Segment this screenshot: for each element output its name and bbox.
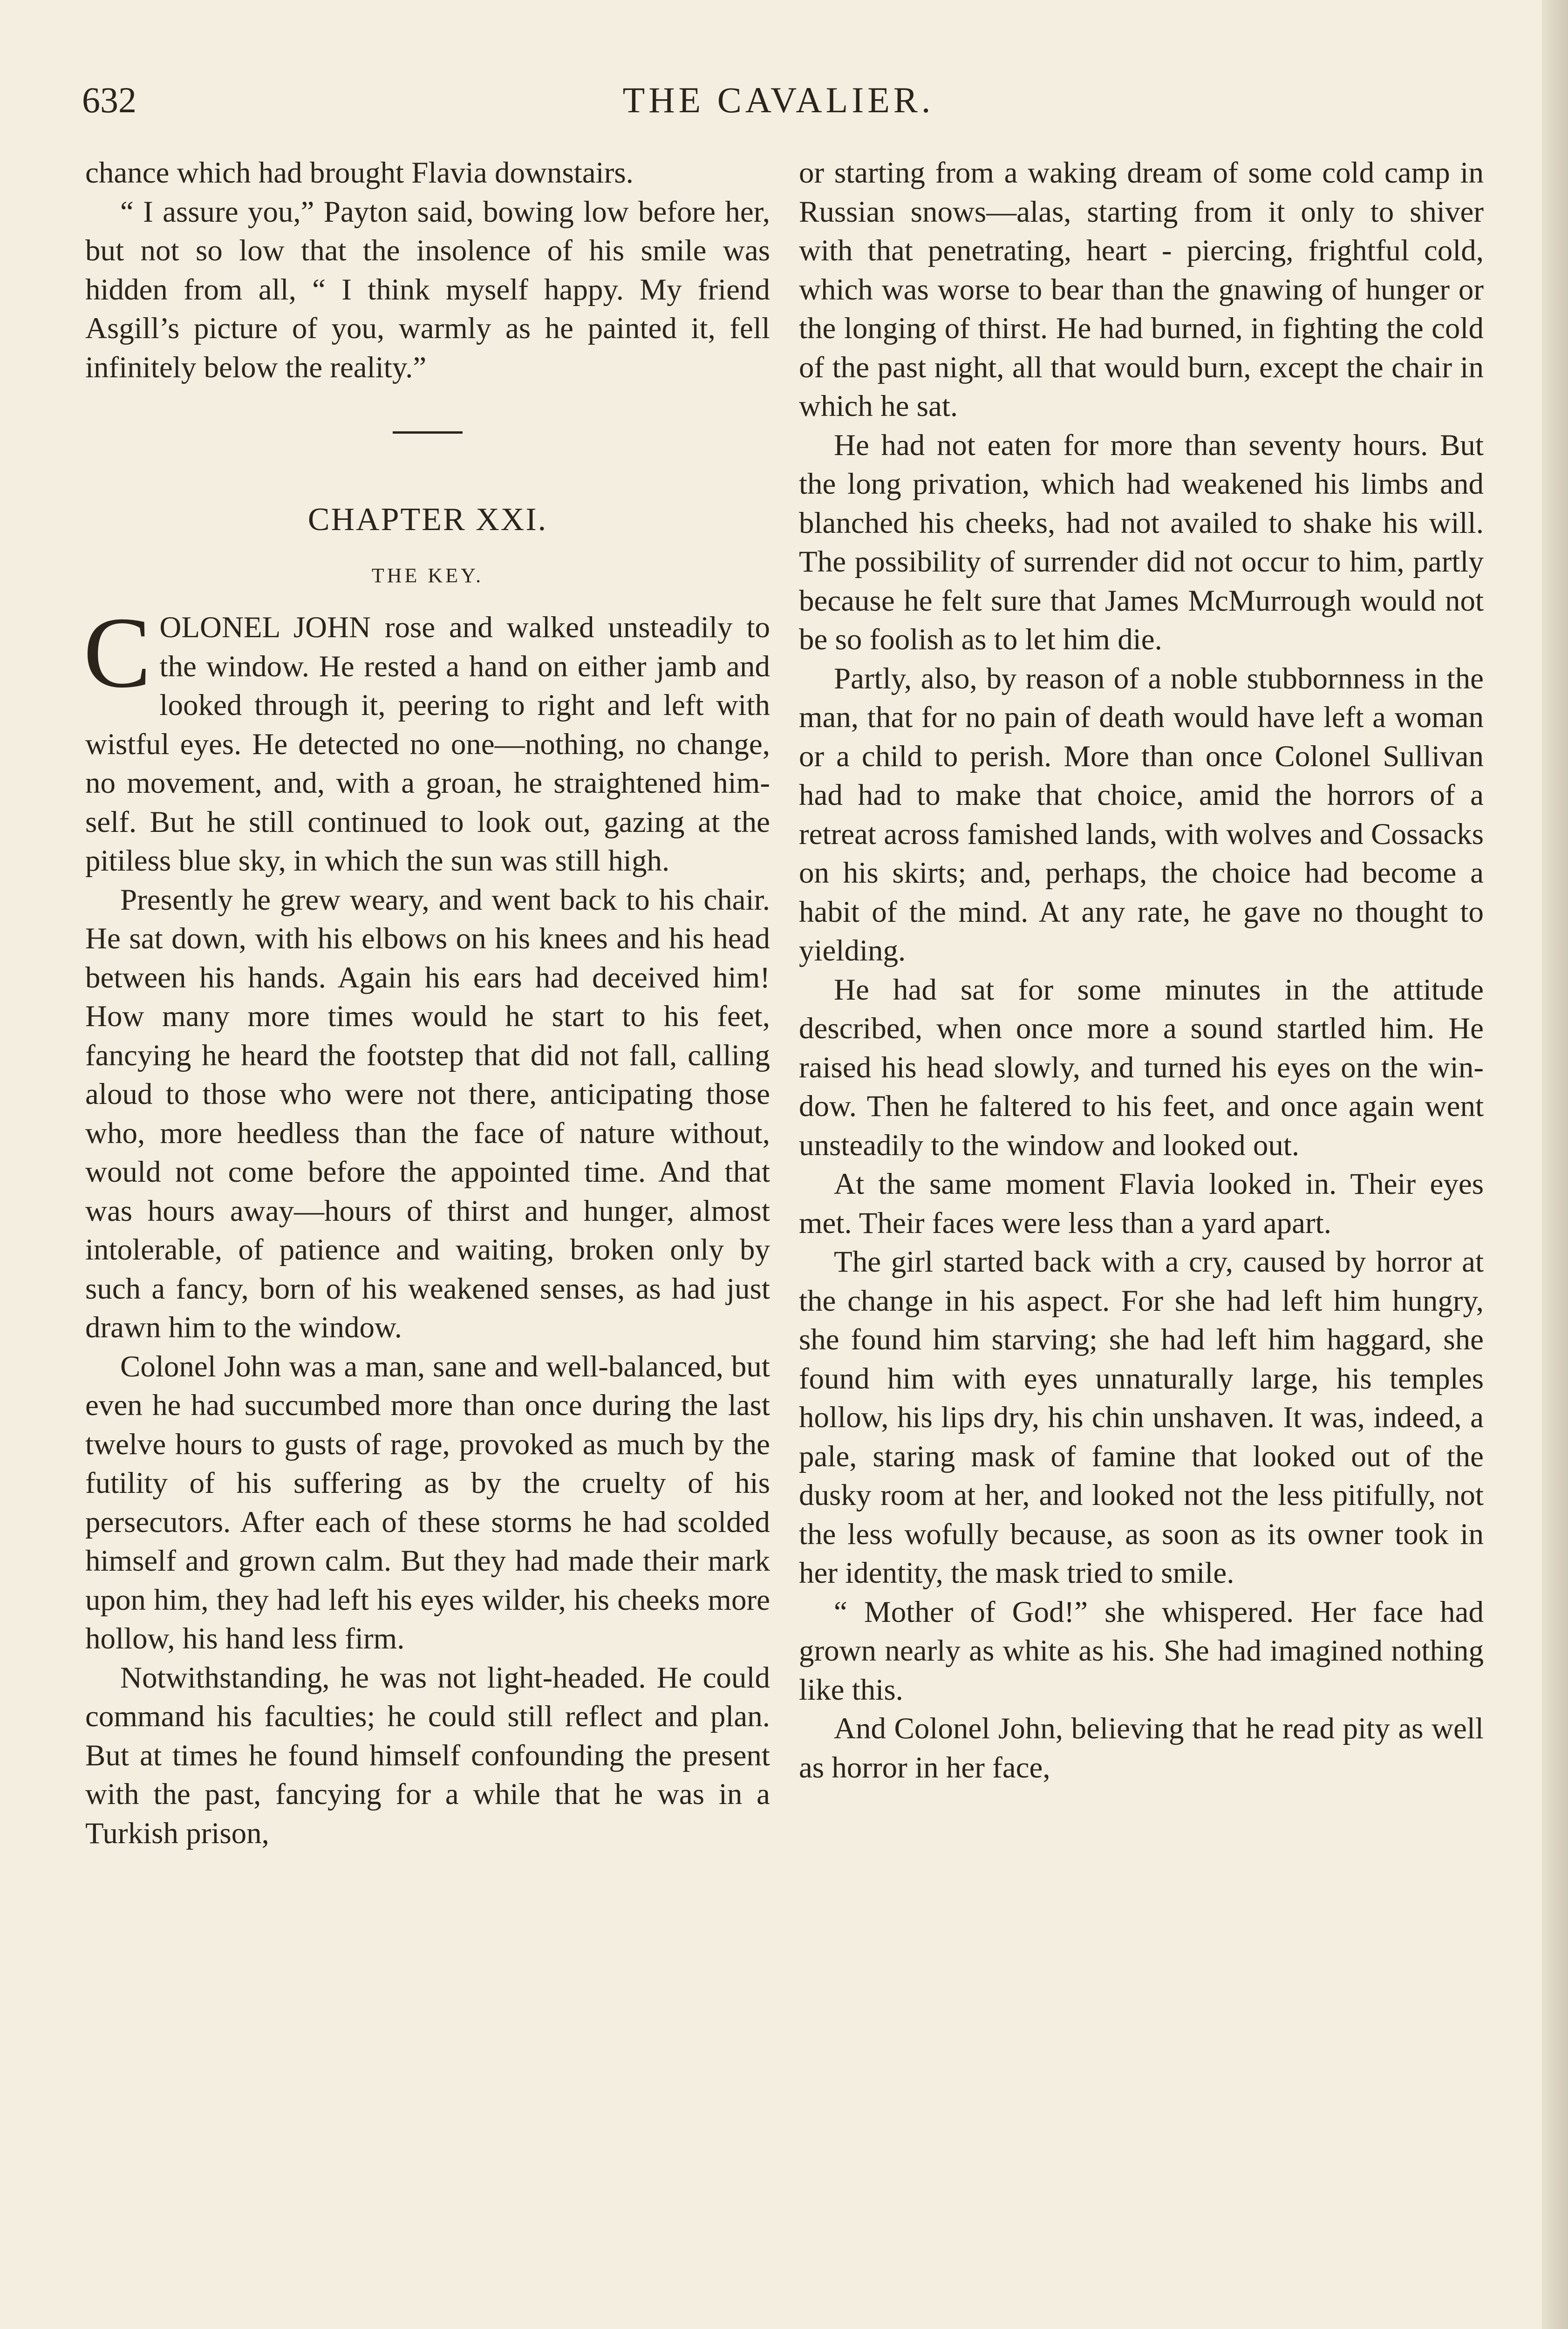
left-column bbox=[85, 154, 770, 1853]
paragraph: Partly, also, by reason of a noble stubbornness in the man, that for no pain of death would have left a woman or a child to perish. More than once Colonel Sullivan had had to make that choice, amid the horrors of a retreat across famished lands, with wolves and Cossacks on his skirts; and, perhaps, the choice had become a habit of the mind. At any rate, he gave no thought to yielding. bbox=[799, 661, 1484, 967]
drop-cap: C bbox=[83, 597, 151, 709]
page-number: 632 bbox=[82, 80, 136, 120]
opening-paragraph-text: OLONEL JOHN rose and walked unsteadily to the window. He rested a hand on either jamb and looked through it, peering to right and left with wistful eyes. He detected no one—nothing, no change, no movement, and, with a groan, he straightened himself. But he still continued to look out, gazing at the pitiless blue sky, in which the sun was still high. bbox=[85, 611, 770, 878]
paragraph: The girl started back with a cry, caused by horror at the change in his aspect. For she had left him hungry, she found him starving; she had left him haggard, she found him with eyes unnaturally large, his temples hollow, his lips dry, his chin unshaven. It was, indeed, a pale, staring mask of famine that looked out of the dusky room at her, and looked not the less pitifully, not the less wofully because, as soon as its owner took in her identity, the mask tried to smile. bbox=[799, 1245, 1484, 1590]
page-header bbox=[82, 75, 1475, 126]
next-page-edge bbox=[1542, 0, 1568, 2329]
paragraph: “ Mother of God!” she whispered. Her face had grown nearly as white as his. She had imagined nothing like this. bbox=[799, 1595, 1484, 1707]
right-column bbox=[799, 154, 1484, 1787]
running-head: THE CAVALIER. bbox=[622, 80, 934, 120]
chapter-title: CHAPTER XXI. bbox=[307, 502, 548, 538]
chapter-subtitle: THE KEY. bbox=[371, 564, 484, 587]
paragraph: Notwithstanding, he was not light-headed. He could command his faculties; he could still reflect and plan. But at times he found himself confounding the present with the past, fancying for a while that he was in a Turkish prison, bbox=[85, 1661, 770, 1850]
paragraph: He had not eaten for more than seventy hours. But the long privation, which had weakened his limbs and blanched his cheeks, had not availed to shake his will. The possibility of surrender did not occur to him, partly because he felt sure that James McMurrough would not be so foolish as to let him die. bbox=[799, 428, 1484, 656]
paragraph: At the same moment Flavia looked in. Their eyes met. Their faces were less than a yard apart. bbox=[799, 1167, 1484, 1240]
paragraph: And Colonel John, believing that he read pity as well as horror in her face, bbox=[799, 1712, 1484, 1784]
paragraph: He had sat for some minutes in the attitude described, when once more a sound startled him. He raised his head slowly, and turned his eyes on the window. Then he faltered to his feet, and once again went unsteadily to the window and looked out. bbox=[799, 973, 1484, 1162]
paragraph: “ I assure you,” Payton said, bowing low before her, but not so low that the insolence of his smile was hidden from all, “ I think myself happy. My friend Asgill’s picture of you, warmly as he painted it, fell infinitely below the reality.” bbox=[85, 195, 770, 384]
opening-paragraph bbox=[83, 597, 770, 881]
paragraph: or starting from a waking dream of some cold camp in Russian snows—alas, starting from it only to shiver with that penetrating, heart - piercing, frightful cold, which was worse to bear than the gnawing of hunger or the longing of thirst. He had burned, in fighting the cold of the past night, all that would burn, except the chair in which he sat. bbox=[799, 156, 1484, 423]
section-divider bbox=[393, 431, 463, 434]
paragraph: chance which had brought Flavia downstairs. bbox=[85, 156, 634, 190]
paragraph: Colonel John was a man, sane and well-balanced, but even he had succumbed more than once during the last twelve hours to gusts of rage, provoked as much by the futility of his suffering as by the cruelty of his persecutors. After each of these storms he had scolded himself and grown calm. But they had made their mark upon him, they had left his eyes wilder, his cheeks more hollow, his hand less firm. bbox=[85, 1349, 770, 1655]
paragraph: Presently he grew weary, and went back to his chair. He sat down, with his elbows on his knees and his head between his hands. Again his ears had deceived him! How many more times would he start to his feet, fancying he heard the footstep that did not fall, calling aloud to those who were not there, anticipating those who, more heedless than the face of nature without, would not come before the appointed time. And that was hours away—hours of thirst and hunger, almost intolerable, of patience and waiting, broken only by such a fancy, born of his weakened senses, as had just drawn him to the window. bbox=[85, 883, 770, 1344]
